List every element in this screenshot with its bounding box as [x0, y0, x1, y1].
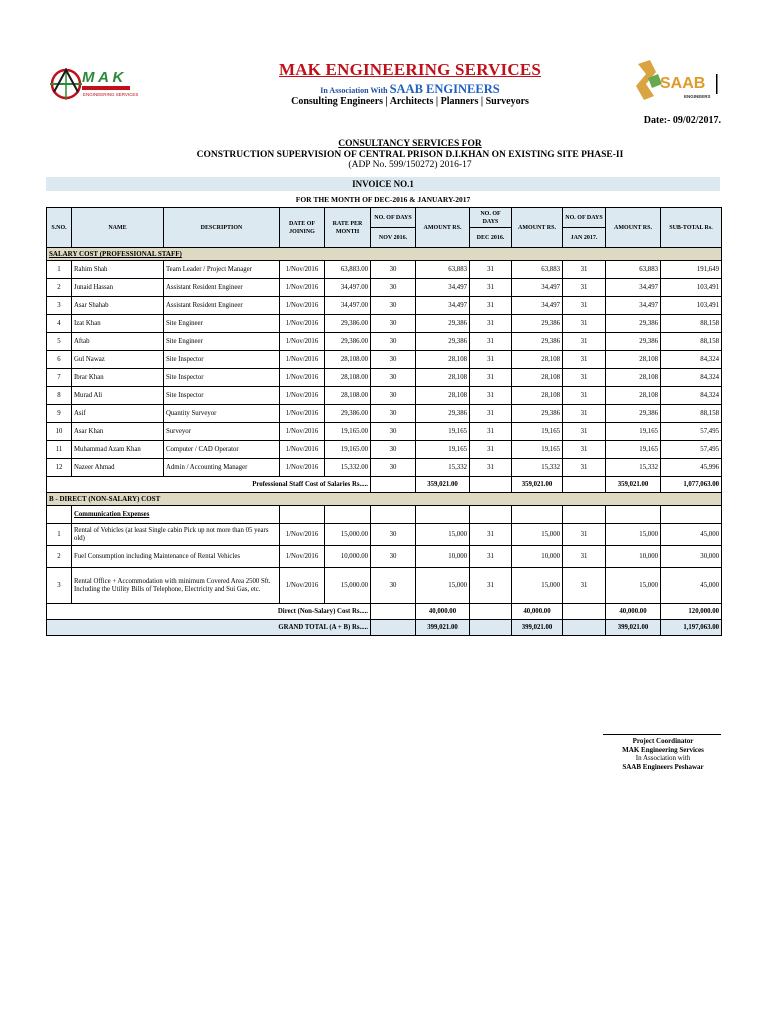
amount-dec: 63,883 — [512, 261, 563, 279]
amount-jan: 19,165 — [606, 441, 661, 459]
amount-dec: 34,497 — [512, 279, 563, 297]
subtotal: 57,495 — [661, 423, 722, 441]
subtotal: 103,491 — [661, 279, 722, 297]
amount-jan: 34,497 — [606, 297, 661, 315]
date-of-joining: 1/Nov/2016 — [280, 405, 325, 423]
subtotal: 57,495 — [661, 441, 722, 459]
direct-cost-row — [47, 568, 722, 604]
amount-nov: 34,497 — [416, 297, 470, 315]
signature-line — [603, 734, 721, 735]
signature-role: Project Coordinator — [632, 737, 694, 745]
staff-row — [47, 405, 722, 423]
days-jan: 31 — [563, 568, 606, 604]
subtotal: 45,996 — [661, 459, 722, 477]
amount-dec: 29,386 — [512, 333, 563, 351]
serial-number: 1 — [47, 261, 72, 279]
staff-name: Asif — [72, 405, 164, 423]
header-nov-label: NOV 2016. — [371, 228, 416, 248]
amount-dec: 28,108 — [512, 387, 563, 405]
days-jan: 31 — [563, 297, 606, 315]
header-date-of-joining: DATE OF JOINING — [280, 208, 325, 248]
serial-number: 8 — [47, 387, 72, 405]
empty-cell — [606, 506, 661, 524]
staff-name: Murad Ali — [72, 387, 164, 405]
days-nov: 30 — [371, 351, 416, 369]
days-dec: 31 — [470, 297, 512, 315]
rate-per-month: 34,497.00 — [325, 279, 371, 297]
serial-number: 2 — [47, 279, 72, 297]
rate-per-month: 19,165.00 — [325, 423, 371, 441]
date-of-joining: 1/Nov/2016 — [280, 279, 325, 297]
staff-designation: Team Leader / Project Manager — [164, 261, 280, 279]
direct-total-row — [47, 604, 722, 620]
staff-row — [47, 387, 722, 405]
date-of-joining: 1/Nov/2016 — [280, 387, 325, 405]
date-of-joining: 1/Nov/2016 — [280, 351, 325, 369]
header-days-jan: NO. OF DAYS — [563, 208, 606, 228]
staff-designation: Site Inspector — [164, 387, 280, 405]
amount-nov: 28,108 — [416, 387, 470, 405]
days-nov: 30 — [371, 405, 416, 423]
rate-per-month: 28,108.00 — [325, 369, 371, 387]
invoice-date: Date:- 09/02/2017. — [643, 115, 721, 126]
days-nov: 30 — [371, 333, 416, 351]
staff-name: Junaid Hassan — [72, 279, 164, 297]
staff-total-row — [47, 477, 722, 493]
amount-dec: 19,165 — [512, 423, 563, 441]
amount-jan: 10,000 — [606, 546, 661, 568]
empty-cell — [470, 506, 512, 524]
staff-name: Rahim Shah — [72, 261, 164, 279]
amount-jan: 29,386 — [606, 315, 661, 333]
staff-designation: Site Inspector — [164, 351, 280, 369]
date-of-joining: 1/Nov/2016 — [280, 315, 325, 333]
section-b-row — [47, 493, 722, 506]
days-nov: 30 — [371, 297, 416, 315]
amount-nov: 29,386 — [416, 405, 470, 423]
days-dec: 31 — [470, 387, 512, 405]
invoice-period: FOR THE MONTH OF DEC-2016 & JANUARY-2017 — [295, 195, 471, 204]
date-of-joining: 1/Nov/2016 — [280, 369, 325, 387]
staff-total-row-days-dec — [470, 477, 512, 493]
signature-company: MAK Engineering Services — [622, 745, 704, 754]
amount-jan: 28,108 — [606, 351, 661, 369]
amount-dec: 28,108 — [512, 351, 563, 369]
table-header-row — [47, 208, 722, 228]
date-of-joining: 1/Nov/2016 — [280, 333, 325, 351]
direct-cost-row — [47, 546, 722, 568]
amount-nov: 19,165 — [416, 423, 470, 441]
communication-row — [47, 506, 722, 524]
header-jan-label: JAN 2017. — [563, 228, 606, 248]
staff-name: Nazeer Ahmad — [72, 459, 164, 477]
staff-row — [47, 261, 722, 279]
days-jan: 31 — [563, 333, 606, 351]
direct-total-row-label: Direct (Non-Salary) Cost Rs..... — [47, 604, 371, 620]
empty-cell — [416, 506, 470, 524]
date-of-joining: 1/Nov/2016 — [280, 261, 325, 279]
rate-per-month: 63,883.00 — [325, 261, 371, 279]
amount-dec: 29,386 — [512, 405, 563, 423]
staff-row — [47, 351, 722, 369]
direct-total-row-days-dec — [470, 604, 512, 620]
rate-per-month: 15,332.00 — [325, 459, 371, 477]
staff-name: Gul Nawaz — [72, 351, 164, 369]
date-of-joining: 1/Nov/2016 — [280, 441, 325, 459]
direct-total-row-days-nov — [371, 604, 416, 620]
staff-total-row-amount-dec: 359,021.00 — [512, 477, 563, 493]
header-description: DESCRIPTION — [164, 208, 280, 248]
serial-number: 11 — [47, 441, 72, 459]
services-tagline: Consulting Engineers | Architects | Planners | Surveyors — [291, 96, 529, 107]
company-title: MAK ENGINEERING SERVICES — [278, 60, 542, 79]
amount-dec: 15,000 — [512, 568, 563, 604]
subtotal: 45,000 — [661, 524, 722, 546]
days-jan: 31 — [563, 387, 606, 405]
empty-cell — [325, 506, 371, 524]
direct-total-row-amount-dec: 40,000.00 — [512, 604, 563, 620]
rate-per-month: 34,497.00 — [325, 297, 371, 315]
days-nov: 30 — [371, 369, 416, 387]
grand-total-row-label: GRAND TOTAL (A + B) Rs..... — [47, 620, 371, 636]
signature-association: In Association with — [635, 754, 691, 763]
subtotal: 84,324 — [661, 351, 722, 369]
cost-item: Rental of Vehicles (at least Single cabin Pick up not more than 05 years old) — [72, 524, 280, 546]
project-title: CONSTRUCTION SUPERVISION OF CENTRAL PRISON D.I.KHAN ON EXISTING SITE PHASE-II — [196, 150, 624, 160]
empty-cell — [280, 506, 325, 524]
rate-per-month: 10,000.00 — [325, 546, 371, 568]
subtotal: 45,000 — [661, 568, 722, 604]
cost-item: Rental Office + Accommodation with minimum Covered Area 2500 Sft. Including the Utility Bills of Telephone, Electricity and Sui Gas, etc. — [72, 568, 280, 604]
empty-cell — [47, 506, 72, 524]
amount-dec: 28,108 — [512, 369, 563, 387]
amount-nov: 63,883 — [416, 261, 470, 279]
grand-total-row-amount-dec: 399,021.00 — [512, 620, 563, 636]
days-jan: 31 — [563, 423, 606, 441]
date-of-joining: 1/Nov/2016 — [280, 524, 325, 546]
days-nov: 30 — [371, 261, 416, 279]
serial-number: 6 — [47, 351, 72, 369]
staff-row — [47, 297, 722, 315]
serial-number: 5 — [47, 333, 72, 351]
section-b-label: B - DIRECT (NON-SALARY) COST — [47, 493, 722, 506]
svg-text:ENGINEERS: ENGINEERS — [684, 94, 711, 99]
serial-number: 4 — [47, 315, 72, 333]
days-nov: 30 — [371, 279, 416, 297]
grand-total-row — [47, 620, 722, 636]
date-of-joining: 1/Nov/2016 — [280, 297, 325, 315]
staff-designation: Assistant Resident Engineer — [164, 279, 280, 297]
empty-cell — [661, 506, 722, 524]
subtotal: 84,324 — [661, 387, 722, 405]
header-sno: S.NO. — [47, 208, 72, 248]
staff-name: Izat Khan — [72, 315, 164, 333]
days-nov: 30 — [371, 524, 416, 546]
cost-item: Fuel Consumption including Maintenance of Rental Vehicles — [72, 546, 280, 568]
days-jan: 31 — [563, 524, 606, 546]
subtotal: 191,649 — [661, 261, 722, 279]
direct-total-row-days-jan — [563, 604, 606, 620]
header-amount-jan: AMOUNT RS. — [606, 208, 661, 248]
direct-total-row-amount-nov: 40,000.00 — [416, 604, 470, 620]
serial-number: 10 — [47, 423, 72, 441]
header-name: NAME — [72, 208, 164, 248]
days-jan: 31 — [563, 351, 606, 369]
days-dec: 31 — [470, 423, 512, 441]
staff-designation: Assistant Resident Engineer — [164, 297, 280, 315]
days-jan: 31 — [563, 315, 606, 333]
days-dec: 31 — [470, 261, 512, 279]
amount-jan: 15,332 — [606, 459, 661, 477]
adp-number: (ADP No. 599/150272) 2016-17 — [348, 160, 472, 170]
rate-per-month: 28,108.00 — [325, 351, 371, 369]
header-rate-per-month: RATE PER MONTH — [325, 208, 371, 248]
serial-number: 3 — [47, 568, 72, 604]
communication-label: Communication Expenses — [72, 506, 280, 524]
amount-nov: 29,386 — [416, 315, 470, 333]
amount-jan: 19,165 — [606, 423, 661, 441]
amount-nov: 15,000 — [416, 568, 470, 604]
svg-text:SAAB: SAAB — [660, 75, 706, 92]
svg-text:M A K: M A K — [82, 69, 124, 86]
association-line — [0, 82, 768, 97]
association-partner: SAAB ENGINEERS — [389, 82, 500, 96]
days-nov: 30 — [371, 315, 416, 333]
staff-total-row-days-jan — [563, 477, 606, 493]
amount-nov: 10,000 — [416, 546, 470, 568]
staff-row — [47, 441, 722, 459]
amount-nov: 34,497 — [416, 279, 470, 297]
staff-designation: Quantity Surveyor — [164, 405, 280, 423]
amount-jan: 29,386 — [606, 405, 661, 423]
amount-dec: 15,332 — [512, 459, 563, 477]
days-dec: 31 — [470, 315, 512, 333]
staff-name: Asar Khan — [72, 423, 164, 441]
subtotal: 88,158 — [661, 333, 722, 351]
staff-name: Muhammad Azam Khan — [72, 441, 164, 459]
staff-designation: Site Inspector — [164, 369, 280, 387]
amount-dec: 10,000 — [512, 546, 563, 568]
days-jan: 31 — [563, 279, 606, 297]
days-nov: 30 — [371, 387, 416, 405]
grand-total-row-days-jan — [563, 620, 606, 636]
amount-jan: 15,000 — [606, 524, 661, 546]
grand-total-row-days-nov — [371, 620, 416, 636]
header-days-dec: NO. OF DAYS — [470, 208, 512, 228]
consultancy-title: CONSULTANCY SERVICES FOR — [338, 139, 482, 149]
staff-name: Aftab — [72, 333, 164, 351]
amount-jan: 15,000 — [606, 568, 661, 604]
association-prefix: In Association With — [320, 86, 388, 95]
staff-row — [47, 423, 722, 441]
subtotal: 88,158 — [661, 315, 722, 333]
days-nov: 30 — [371, 459, 416, 477]
days-dec: 31 — [470, 441, 512, 459]
days-jan: 31 — [563, 441, 606, 459]
direct-total-row-amount-jan: 40,000.00 — [606, 604, 661, 620]
staff-designation: Surveyor — [164, 423, 280, 441]
amount-nov: 29,386 — [416, 333, 470, 351]
empty-cell — [371, 506, 416, 524]
amount-dec: 19,165 — [512, 441, 563, 459]
serial-number: 7 — [47, 369, 72, 387]
days-jan: 31 — [563, 261, 606, 279]
header-subtotal: SUB-TOTAL Rs. — [661, 208, 722, 248]
days-dec: 31 — [470, 351, 512, 369]
days-dec: 31 — [470, 524, 512, 546]
amount-dec: 34,497 — [512, 297, 563, 315]
days-nov: 30 — [371, 441, 416, 459]
subtotal: 84,324 — [661, 369, 722, 387]
staff-total-row-label: Professional Staff Cost of Salaries Rs..... — [47, 477, 371, 493]
header-days-nov: NO. OF DAYS — [371, 208, 416, 228]
header-amount-nov: AMOUNT RS. — [416, 208, 470, 248]
date-of-joining: 1/Nov/2016 — [280, 423, 325, 441]
amount-dec: 15,000 — [512, 524, 563, 546]
amount-jan: 34,497 — [606, 279, 661, 297]
days-jan: 31 — [563, 546, 606, 568]
amount-nov: 28,108 — [416, 351, 470, 369]
amount-nov: 19,165 — [416, 441, 470, 459]
rate-per-month: 29,386.00 — [325, 333, 371, 351]
rate-per-month: 15,000.00 — [325, 568, 371, 604]
days-nov: 30 — [371, 423, 416, 441]
days-dec: 31 — [470, 333, 512, 351]
amount-nov: 15,332 — [416, 459, 470, 477]
subtotal: 103,491 — [661, 297, 722, 315]
staff-total-row-days-nov — [371, 477, 416, 493]
days-dec: 31 — [470, 568, 512, 604]
invoice-number: INVOICE NO.1 — [46, 177, 720, 191]
rate-per-month: 15,000.00 — [325, 524, 371, 546]
staff-designation: Site Engineer — [164, 333, 280, 351]
amount-dec: 29,386 — [512, 315, 563, 333]
staff-designation: Admin / Accounting Manager — [164, 459, 280, 477]
days-jan: 31 — [563, 369, 606, 387]
rate-per-month: 19,165.00 — [325, 441, 371, 459]
signature-partner: SAAB Engineers Peshawar — [622, 763, 704, 772]
staff-designation: Computer / CAD Operator — [164, 441, 280, 459]
rate-per-month: 29,386.00 — [325, 315, 371, 333]
staff-designation: Site Engineer — [164, 315, 280, 333]
serial-number: 1 — [47, 524, 72, 546]
subtotal: 30,000 — [661, 546, 722, 568]
staff-total-row-amount-nov: 359,021.00 — [416, 477, 470, 493]
staff-row — [47, 333, 722, 351]
staff-name: Asar Shahab — [72, 297, 164, 315]
staff-row — [47, 315, 722, 333]
days-jan: 31 — [563, 459, 606, 477]
days-nov: 30 — [371, 568, 416, 604]
amount-jan: 28,108 — [606, 387, 661, 405]
empty-cell — [512, 506, 563, 524]
serial-number: 12 — [47, 459, 72, 477]
signature-block — [590, 737, 736, 772]
serial-number: 3 — [47, 297, 72, 315]
staff-row — [47, 279, 722, 297]
section-a-label: SALARY COST (PROFESSIONAL STAFF) — [47, 248, 722, 261]
days-dec: 31 — [470, 546, 512, 568]
direct-total-row-subtotal: 120,000.00 — [661, 604, 722, 620]
staff-total-row-amount-jan: 359,021.00 — [606, 477, 661, 493]
days-dec: 31 — [470, 369, 512, 387]
svg-text:ENGINEERING SERVICES: ENGINEERING SERVICES — [83, 92, 139, 97]
header-dec-label: DEC 2016. — [470, 228, 512, 248]
date-of-joining: 1/Nov/2016 — [280, 459, 325, 477]
section-a-row — [47, 248, 722, 261]
header-amount-dec: AMOUNT RS. — [512, 208, 563, 248]
days-nov: 30 — [371, 546, 416, 568]
serial-number: 9 — [47, 405, 72, 423]
grand-total-row-subtotal: 1,197,063.00 — [661, 620, 722, 636]
direct-cost-row — [47, 524, 722, 546]
days-dec: 31 — [470, 405, 512, 423]
rate-per-month: 28,108.00 — [325, 387, 371, 405]
staff-row — [47, 459, 722, 477]
empty-cell — [563, 506, 606, 524]
amount-jan: 29,386 — [606, 333, 661, 351]
grand-total-row-amount-nov: 399,021.00 — [416, 620, 470, 636]
rate-per-month: 29,386.00 — [325, 405, 371, 423]
date-of-joining: 1/Nov/2016 — [280, 568, 325, 604]
amount-nov: 28,108 — [416, 369, 470, 387]
days-dec: 31 — [470, 279, 512, 297]
serial-number: 2 — [47, 546, 72, 568]
amount-jan: 28,108 — [606, 369, 661, 387]
subtotal: 88,158 — [661, 405, 722, 423]
grand-total-row-amount-jan: 399,021.00 — [606, 620, 661, 636]
staff-row — [47, 369, 722, 387]
days-jan: 31 — [563, 405, 606, 423]
staff-total-row-subtotal: 1,077,063.00 — [661, 477, 722, 493]
invoice-table — [46, 207, 722, 636]
date-of-joining: 1/Nov/2016 — [280, 546, 325, 568]
days-dec: 31 — [470, 459, 512, 477]
amount-nov: 15,000 — [416, 524, 470, 546]
staff-name: Ibrar Khan — [72, 369, 164, 387]
amount-jan: 63,883 — [606, 261, 661, 279]
grand-total-row-days-dec — [470, 620, 512, 636]
